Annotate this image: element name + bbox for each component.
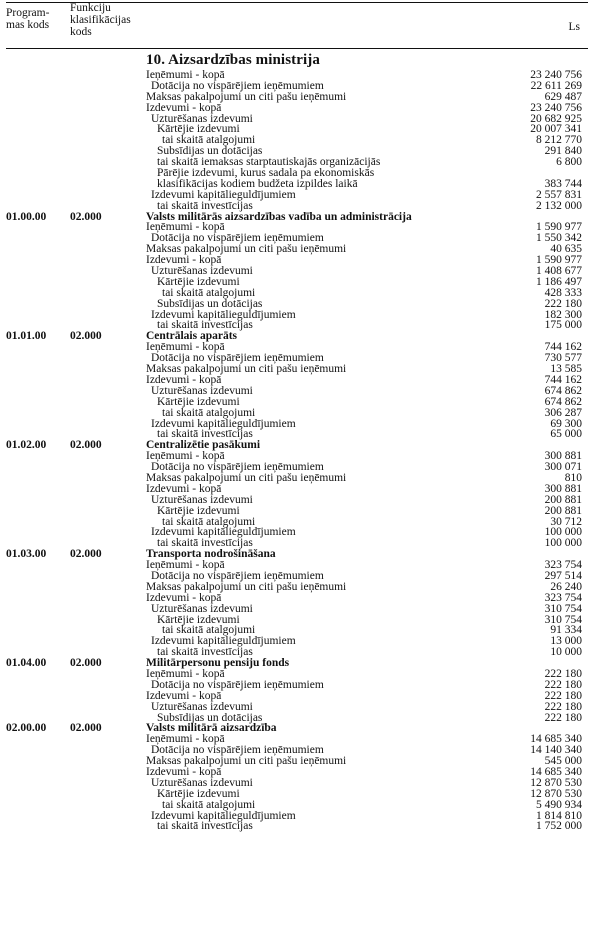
row-amount: 40 635 [550, 243, 582, 256]
row-amount: 222 180 [544, 700, 582, 713]
row-amount: 1 408 677 [536, 265, 582, 278]
row-label: Maksas pakalpojumi un citi pašu ieņēmumi [146, 243, 347, 256]
row-label: tai skaitā atalgojumi [162, 515, 256, 528]
row-amount: 222 180 [544, 297, 582, 310]
row-label: Uzturēšanas izdevumi [151, 493, 253, 506]
row-amount: 1 814 810 [536, 809, 582, 822]
table-row [0, 789, 600, 800]
row-label: Ieņēmumi - kopā [146, 450, 225, 463]
row-amount: 810 [564, 471, 582, 484]
row-label: Transporta nodrošināšana [146, 548, 276, 561]
function-code: 02.000 [70, 210, 102, 223]
row-label: tai skaitā investīcijas [157, 199, 253, 212]
row-label: Maksas pakalpojumi un citi pašu ieņēmumi [146, 580, 347, 593]
row-amount: 291 840 [544, 145, 582, 158]
header-function-code: Funkciju klasifikācijas kods [70, 2, 131, 38]
row-amount: 14 685 340 [530, 733, 582, 746]
table-row [0, 375, 600, 386]
table-row [0, 397, 600, 408]
row-label: Izdevumi kapitālieguldījumiem [151, 526, 296, 539]
row-amount: 200 881 [544, 493, 582, 506]
table-row [0, 604, 600, 615]
row-amount: 20 682 925 [530, 112, 582, 125]
row-amount: 5 490 934 [536, 798, 582, 811]
header-currency: Ls [568, 21, 580, 33]
row-label: Dotācija no vispārējiem ieņēmumiem [151, 744, 324, 757]
row-amount: 69 300 [550, 417, 582, 430]
table-row [0, 419, 600, 430]
table-row [0, 800, 600, 811]
row-label: Dotācija no vispārējiem ieņēmumiem [151, 232, 324, 245]
row-label: Uzturēšanas izdevumi [151, 602, 253, 615]
row-label: tai skaitā atalgojumi [162, 286, 256, 299]
header-rule [6, 48, 588, 49]
row-amount: 297 514 [544, 569, 582, 582]
table-row [0, 135, 600, 146]
section-header-row [0, 440, 600, 451]
row-amount: 182 300 [544, 308, 582, 321]
table-row [0, 691, 600, 702]
section-header-row [0, 658, 600, 669]
row-label: Maksas pakalpojumi un citi pašu ieņēmumi [146, 363, 347, 376]
program-code: 01.02.00 [6, 439, 47, 452]
table-row [0, 517, 600, 528]
row-amount: 310 754 [544, 602, 582, 615]
row-label: Kārtējie izdevumi [157, 613, 240, 626]
row-label: Centralizētie pasākumi [146, 439, 261, 452]
row-amount: 428 333 [544, 286, 582, 299]
row-amount: 222 180 [544, 711, 582, 724]
header-program-code: Program- mas kods [6, 7, 50, 31]
table-row [0, 702, 600, 713]
function-code: 02.000 [70, 722, 102, 735]
row-amount: 300 881 [544, 450, 582, 463]
row-amount: 629 487 [544, 90, 582, 103]
row-label: Dotācija no vispārējiem ieņēmumiem [151, 569, 324, 582]
row-label: tai skaitā investīcijas [157, 319, 253, 332]
row-label: Izdevumi - kopā [146, 766, 222, 778]
row-label: Ieņēmumi - kopā [146, 221, 225, 234]
table-row [0, 190, 600, 201]
table-row [0, 255, 600, 266]
row-amount: 222 180 [544, 689, 582, 702]
row-label: Subsīdijas un dotācijas [157, 711, 263, 724]
row-label: Uzturēšanas izdevumi [151, 384, 253, 397]
row-label: Dotācija no vispārējiem ieņēmumiem [151, 461, 324, 474]
table-row [0, 288, 600, 299]
table-row [0, 266, 600, 277]
row-amount: 1 550 342 [536, 232, 582, 245]
table-row [0, 767, 600, 778]
row-label: Maksas pakalpojumi un citi pašu ieņēmumi [146, 90, 347, 103]
row-amount: 12 870 530 [530, 776, 582, 789]
table-row [0, 593, 600, 604]
row-label: Valsts militārās aizsardzības vadība un administrācija [146, 210, 412, 223]
row-amount: 300 881 [544, 482, 582, 495]
row-label: tai skaitā investīcijas [157, 537, 253, 550]
row-label: Dotācija no vispārējiem ieņēmumiem [151, 79, 324, 92]
program-code: 01.00.00 [6, 210, 47, 223]
row-amount: 730 577 [544, 352, 582, 365]
table-row [0, 484, 600, 495]
row-amount: 1 752 000 [536, 820, 582, 833]
row-label: Pārējie izdevumi, kurus sadala pa ekonomiskās [157, 167, 375, 180]
row-amount: 8 212 770 [536, 134, 582, 147]
row-label: klasifikācijas kodiem budžeta izpildes laikā [157, 177, 358, 190]
row-amount: 1 590 977 [536, 221, 582, 234]
row-label: Dotācija no vispārējiem ieņēmumiem [151, 352, 324, 365]
row-amount: 200 881 [544, 504, 582, 517]
row-label: Valsts militārā aizsardzība [146, 722, 277, 735]
row-label: Uzturēšanas izdevumi [151, 112, 253, 125]
row-label: Izdevumi kapitālieguldījumiem [151, 188, 296, 201]
function-code: 02.000 [70, 439, 102, 452]
row-label: tai skaitā investīcijas [157, 428, 253, 441]
row-amount: 744 162 [544, 373, 582, 386]
table-row [0, 244, 600, 255]
row-amount: 23 240 756 [530, 101, 582, 114]
row-amount: 175 000 [544, 319, 582, 332]
row-label: Maksas pakalpojumi un citi pašu ieņēmumi [146, 471, 347, 484]
row-label: Militārpersonu pensiju fonds [146, 657, 290, 670]
table-row [0, 527, 600, 538]
row-label: Kārtējie izdevumi [157, 123, 240, 136]
table-row [0, 778, 600, 789]
row-label: Ieņēmumi - kopā [146, 667, 225, 680]
table-row [0, 408, 600, 419]
row-amount: 306 287 [544, 406, 582, 419]
table-row [0, 756, 600, 767]
row-amount: 222 180 [544, 667, 582, 680]
row-label: Uzturēšanas izdevumi [151, 776, 253, 789]
table-row [0, 680, 600, 691]
row-label: Izdevumi - kopā [146, 373, 222, 386]
row-amount: 744 162 [544, 341, 582, 354]
table-row [0, 364, 600, 375]
row-amount: 13 585 [550, 363, 582, 376]
row-label: Subsīdijas un dotācijas [157, 297, 263, 310]
table-row [0, 473, 600, 484]
table-row [0, 625, 600, 636]
row-label: Dotācija no vispārējiem ieņēmumiem [151, 678, 324, 691]
row-label: Centrālais aparāts [146, 330, 238, 343]
table-row [0, 386, 600, 397]
row-amount: 2 557 831 [536, 188, 582, 201]
table-row [0, 92, 600, 103]
row-label: tai skaitā atalgojumi [162, 798, 256, 811]
table-row [0, 201, 600, 212]
program-code: 01.03.00 [6, 548, 47, 561]
row-label: Izdevumi kapitālieguldījumiem [151, 417, 296, 430]
row-amount: 20 007 341 [530, 123, 582, 136]
table-row [0, 179, 600, 190]
row-amount: 6 800 [556, 156, 582, 169]
program-code: 01.04.00 [6, 657, 47, 670]
row-label: Uzturēšanas izdevumi [151, 700, 253, 713]
table-row [0, 277, 600, 288]
row-label: Izdevumi - kopā [146, 689, 222, 702]
row-amount: 1 590 977 [536, 254, 582, 267]
table-row [0, 636, 600, 647]
section-header-row [0, 331, 600, 342]
row-amount: 100 000 [544, 526, 582, 539]
row-label: tai skaitā atalgojumi [162, 624, 256, 637]
row-label: tai skaitā investīcijas [157, 820, 253, 833]
row-label: Izdevumi - kopā [146, 591, 222, 604]
row-amount: 14 685 340 [530, 766, 582, 778]
row-label: Kārtējie izdevumi [157, 504, 240, 517]
section-header-row [0, 549, 600, 560]
row-label: Ieņēmumi - kopā [146, 341, 225, 354]
row-label: tai skaitā atalgojumi [162, 134, 256, 147]
row-amount: 91 334 [550, 624, 582, 637]
row-amount: 222 180 [544, 678, 582, 691]
row-amount: 65 000 [550, 428, 582, 441]
row-label: Maksas pakalpojumi un citi pašu ieņēmumi [146, 755, 347, 768]
table-row [0, 615, 600, 626]
row-amount: 383 744 [544, 177, 582, 190]
row-amount: 10 000 [550, 646, 582, 659]
row-label: Izdevumi kapitālieguldījumiem [151, 308, 296, 321]
row-amount: 23 240 756 [530, 69, 582, 81]
row-amount: 12 870 530 [530, 787, 582, 800]
row-label: Ieņēmumi - kopā [146, 69, 225, 81]
row-label: Izdevumi - kopā [146, 254, 222, 267]
program-code: 01.01.00 [6, 330, 47, 343]
row-amount: 323 754 [544, 591, 582, 604]
row-amount: 310 754 [544, 613, 582, 626]
row-amount: 545 000 [544, 755, 582, 768]
table-row [0, 821, 600, 832]
row-label: Uzturēšanas izdevumi [151, 265, 253, 278]
row-label: Kārtējie izdevumi [157, 275, 240, 288]
row-label: Kārtējie izdevumi [157, 787, 240, 800]
row-label: tai skaitā investīcijas [157, 646, 253, 659]
table-row [0, 103, 600, 114]
row-amount: 13 000 [550, 635, 582, 648]
row-label: Ieņēmumi - kopā [146, 733, 225, 746]
function-code: 02.000 [70, 330, 102, 343]
row-amount: 26 240 [550, 580, 582, 593]
section-header-row [0, 212, 600, 223]
ministry-title: 10. Aizsardzības ministrija [146, 52, 320, 68]
program-code: 02.00.00 [6, 722, 47, 735]
row-amount: 323 754 [544, 559, 582, 572]
row-amount: 14 140 340 [530, 744, 582, 757]
row-label: Izdevumi kapitālieguldījumiem [151, 635, 296, 648]
row-amount: 1 186 497 [536, 275, 582, 288]
row-amount: 22 611 269 [530, 79, 582, 92]
row-amount: 30 712 [550, 515, 582, 528]
row-amount: 100 000 [544, 537, 582, 550]
function-code: 02.000 [70, 548, 102, 561]
table-row [0, 506, 600, 517]
row-label: tai skaitā iemaksas starptautiskajās organizācijās [157, 156, 381, 169]
table-row [0, 495, 600, 506]
row-label: Ieņēmumi - kopā [146, 559, 225, 572]
row-label: Izdevumi kapitālieguldījumiem [151, 809, 296, 822]
row-amount: 2 132 000 [536, 199, 582, 212]
table-row [0, 114, 600, 125]
table-row [0, 124, 600, 135]
row-label: tai skaitā atalgojumi [162, 406, 256, 419]
row-label: Subsīdijas un dotācijas [157, 145, 263, 158]
table-row [0, 582, 600, 593]
function-code: 02.000 [70, 657, 102, 670]
section-header-row [0, 723, 600, 734]
table-row [0, 310, 600, 321]
row-amount: 674 862 [544, 395, 582, 408]
row-amount: 300 071 [544, 461, 582, 474]
row-label: Izdevumi - kopā [146, 101, 222, 114]
table-row [0, 299, 600, 310]
row-amount: 674 862 [544, 384, 582, 397]
row-label: Kārtējie izdevumi [157, 395, 240, 408]
table-row [0, 811, 600, 822]
row-label: Izdevumi - kopā [146, 482, 222, 495]
budget-table [0, 70, 600, 832]
